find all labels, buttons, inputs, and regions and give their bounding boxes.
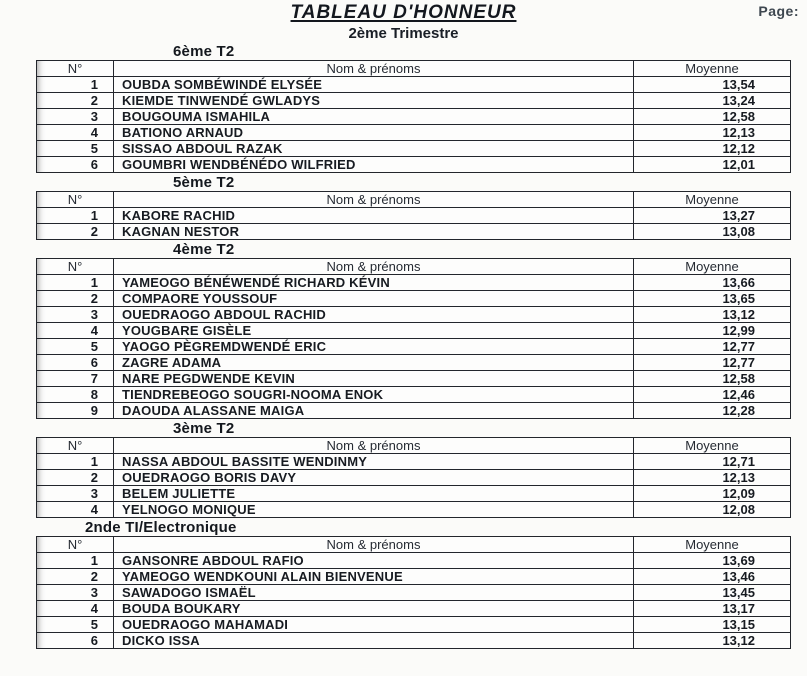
- student-name: BOUGOUMA ISMAHILA: [114, 109, 634, 125]
- average-value: 13,45: [634, 585, 791, 601]
- table-row: [37, 601, 791, 617]
- rank-number: 3: [37, 486, 114, 502]
- column-header-average: Moyenne: [634, 537, 791, 553]
- table-row: [37, 502, 791, 518]
- average-value: 12,12: [634, 141, 791, 157]
- rank-number: 6: [37, 157, 114, 173]
- table-body: [37, 553, 791, 649]
- student-name: KABORE RACHID: [114, 208, 634, 224]
- table-row: [37, 403, 791, 419]
- class-title: 3ème T2: [173, 420, 235, 437]
- average-value: 12,08: [634, 502, 791, 518]
- class-title: 4ème T2: [173, 241, 235, 258]
- column-header-number: N°: [37, 192, 114, 208]
- rank-number: 6: [37, 355, 114, 371]
- class-section: [0, 421, 807, 518]
- rank-number: 5: [37, 339, 114, 355]
- honor-roll-table: [36, 437, 791, 518]
- average-value: 13,24: [634, 93, 791, 109]
- honor-roll-table: [36, 258, 791, 419]
- rank-number: 3: [37, 109, 114, 125]
- table-row: [37, 553, 791, 569]
- average-value: 13,65: [634, 291, 791, 307]
- rank-number: 1: [37, 553, 114, 569]
- student-name: OUEDRAOGO ABDOUL RACHID: [114, 307, 634, 323]
- student-name: OUEDRAOGO MAHAMADI: [114, 617, 634, 633]
- column-header-average: Moyenne: [634, 192, 791, 208]
- average-value: 12,13: [634, 125, 791, 141]
- table-row: [37, 291, 791, 307]
- student-name: BELEM JULIETTE: [114, 486, 634, 502]
- rank-number: 5: [37, 617, 114, 633]
- average-value: 13,69: [634, 553, 791, 569]
- table-row: [37, 93, 791, 109]
- table-row: [37, 125, 791, 141]
- average-value: 13,12: [634, 307, 791, 323]
- table-body: [37, 454, 791, 518]
- student-name: BOUDA BOUKARY: [114, 601, 634, 617]
- class-title: 5ème T2: [173, 174, 235, 191]
- table-row: [37, 109, 791, 125]
- rank-number: 1: [37, 454, 114, 470]
- student-name: DAOUDA ALASSANE MAIGA: [114, 403, 634, 419]
- table-row: [37, 355, 791, 371]
- student-name: KIEMDE TINWENDÉ GWLADYS: [114, 93, 634, 109]
- table-row: [37, 275, 791, 291]
- table-body: [37, 275, 791, 419]
- student-name: YAMEOGO WENDKOUNI ALAIN BIENVENUE: [114, 569, 634, 585]
- average-value: 13,54: [634, 77, 791, 93]
- average-value: 12,01: [634, 157, 791, 173]
- student-name: GOUMBRI WENDBÉNÉDO WILFRIED: [114, 157, 634, 173]
- rank-number: 4: [37, 125, 114, 141]
- student-name: KAGNAN NESTOR: [114, 224, 634, 240]
- rank-number: 2: [37, 291, 114, 307]
- rank-number: 9: [37, 403, 114, 419]
- student-name: TIENDREBEOGO SOUGRI-NOOMA ENOK: [114, 387, 634, 403]
- column-header-name: Nom & prénoms: [114, 192, 634, 208]
- average-value: 13,08: [634, 224, 791, 240]
- average-value: 13,46: [634, 569, 791, 585]
- column-header-number: N°: [37, 259, 114, 275]
- table-body: [37, 208, 791, 240]
- average-value: 12,58: [634, 109, 791, 125]
- average-value: 12,28: [634, 403, 791, 419]
- table-header-row: [37, 61, 791, 77]
- table-row: [37, 141, 791, 157]
- student-name: COMPAORE YOUSSOUF: [114, 291, 634, 307]
- column-header-name: Nom & prénoms: [114, 259, 634, 275]
- column-header-number: N°: [37, 61, 114, 77]
- table-row: [37, 77, 791, 93]
- average-value: 13,17: [634, 601, 791, 617]
- table-row: [37, 157, 791, 173]
- student-name: YOUGBARE GISÈLE: [114, 323, 634, 339]
- rank-number: 8: [37, 387, 114, 403]
- honor-roll-table: [36, 60, 791, 173]
- average-value: 13,27: [634, 208, 791, 224]
- average-value: 12,58: [634, 371, 791, 387]
- student-name: GANSONRE ABDOUL RAFIO: [114, 553, 634, 569]
- rank-number: 4: [37, 502, 114, 518]
- rank-number: 2: [37, 224, 114, 240]
- average-value: 12,77: [634, 355, 791, 371]
- class-title: 6ème T2: [173, 43, 235, 60]
- student-name: OUBDA SOMBÉWINDÉ ELYSÉE: [114, 77, 634, 93]
- table-row: [37, 307, 791, 323]
- average-value: 12,09: [634, 486, 791, 502]
- rank-number: 3: [37, 307, 114, 323]
- table-row: [37, 617, 791, 633]
- student-name: SISSAO ABDOUL RAZAK: [114, 141, 634, 157]
- document-title: TABLEAU D'HONNEUR: [290, 2, 517, 23]
- average-value: 12,46: [634, 387, 791, 403]
- table-header-row: [37, 259, 791, 275]
- table-row: [37, 208, 791, 224]
- rank-number: 2: [37, 470, 114, 486]
- average-value: 12,77: [634, 339, 791, 355]
- average-value: 13,66: [634, 275, 791, 291]
- table-row: [37, 569, 791, 585]
- rank-number: 5: [37, 141, 114, 157]
- column-header-name: Nom & prénoms: [114, 61, 634, 77]
- table-row: [37, 454, 791, 470]
- class-title: 2nde TI/Electronique: [85, 519, 237, 536]
- column-header-number: N°: [37, 537, 114, 553]
- rank-number: 6: [37, 633, 114, 649]
- student-name: NASSA ABDOUL BASSITE WENDINMY: [114, 454, 634, 470]
- class-section: [0, 242, 807, 419]
- student-name: YAOGO PÈGREMDWENDÉ ERIC: [114, 339, 634, 355]
- student-name: ZAGRE ADAMA: [114, 355, 634, 371]
- column-header-number: N°: [37, 438, 114, 454]
- column-header-average: Moyenne: [634, 259, 791, 275]
- table-row: [37, 339, 791, 355]
- student-name: BATIONO ARNAUD: [114, 125, 634, 141]
- column-header-name: Nom & prénoms: [114, 438, 634, 454]
- honor-roll-table: [36, 536, 791, 649]
- rank-number: 1: [37, 275, 114, 291]
- column-header-average: Moyenne: [634, 61, 791, 77]
- table-row: [37, 633, 791, 649]
- rank-number: 4: [37, 601, 114, 617]
- table-row: [37, 470, 791, 486]
- student-name: NARE PEGDWENDE KEVIN: [114, 371, 634, 387]
- average-value: 12,99: [634, 323, 791, 339]
- student-name: YELNOGO MONIQUE: [114, 502, 634, 518]
- average-value: 13,12: [634, 633, 791, 649]
- page-number-label: Page:: [758, 3, 799, 19]
- average-value: 12,71: [634, 454, 791, 470]
- student-name: DICKO ISSA: [114, 633, 634, 649]
- table-body: [37, 77, 791, 173]
- table-header-row: [37, 438, 791, 454]
- rank-number: 2: [37, 93, 114, 109]
- rank-number: 3: [37, 585, 114, 601]
- table-header-row: [37, 192, 791, 208]
- rank-number: 2: [37, 569, 114, 585]
- table-row: [37, 323, 791, 339]
- table-row: [37, 224, 791, 240]
- class-section: [0, 520, 807, 649]
- column-header-average: Moyenne: [634, 438, 791, 454]
- table-row: [37, 371, 791, 387]
- rank-number: 1: [37, 77, 114, 93]
- average-value: 13,15: [634, 617, 791, 633]
- table-row: [37, 585, 791, 601]
- rank-number: 4: [37, 323, 114, 339]
- student-name: SAWADOGO ISMAËL: [114, 585, 634, 601]
- class-section: [0, 175, 807, 240]
- column-header-name: Nom & prénoms: [114, 537, 634, 553]
- sections-container: [0, 44, 807, 649]
- document-subtitle: 2ème Trimestre: [348, 25, 459, 42]
- class-section: [0, 44, 807, 173]
- student-name: YAMEOGO BÉNÉWENDÉ RICHARD KÉVIN: [114, 275, 634, 291]
- table-row: [37, 387, 791, 403]
- rank-number: 1: [37, 208, 114, 224]
- table-header-row: [37, 537, 791, 553]
- average-value: 12,13: [634, 470, 791, 486]
- rank-number: 7: [37, 371, 114, 387]
- honor-roll-table: [36, 191, 791, 240]
- student-name: OUEDRAOGO BORIS DAVY: [114, 470, 634, 486]
- table-row: [37, 486, 791, 502]
